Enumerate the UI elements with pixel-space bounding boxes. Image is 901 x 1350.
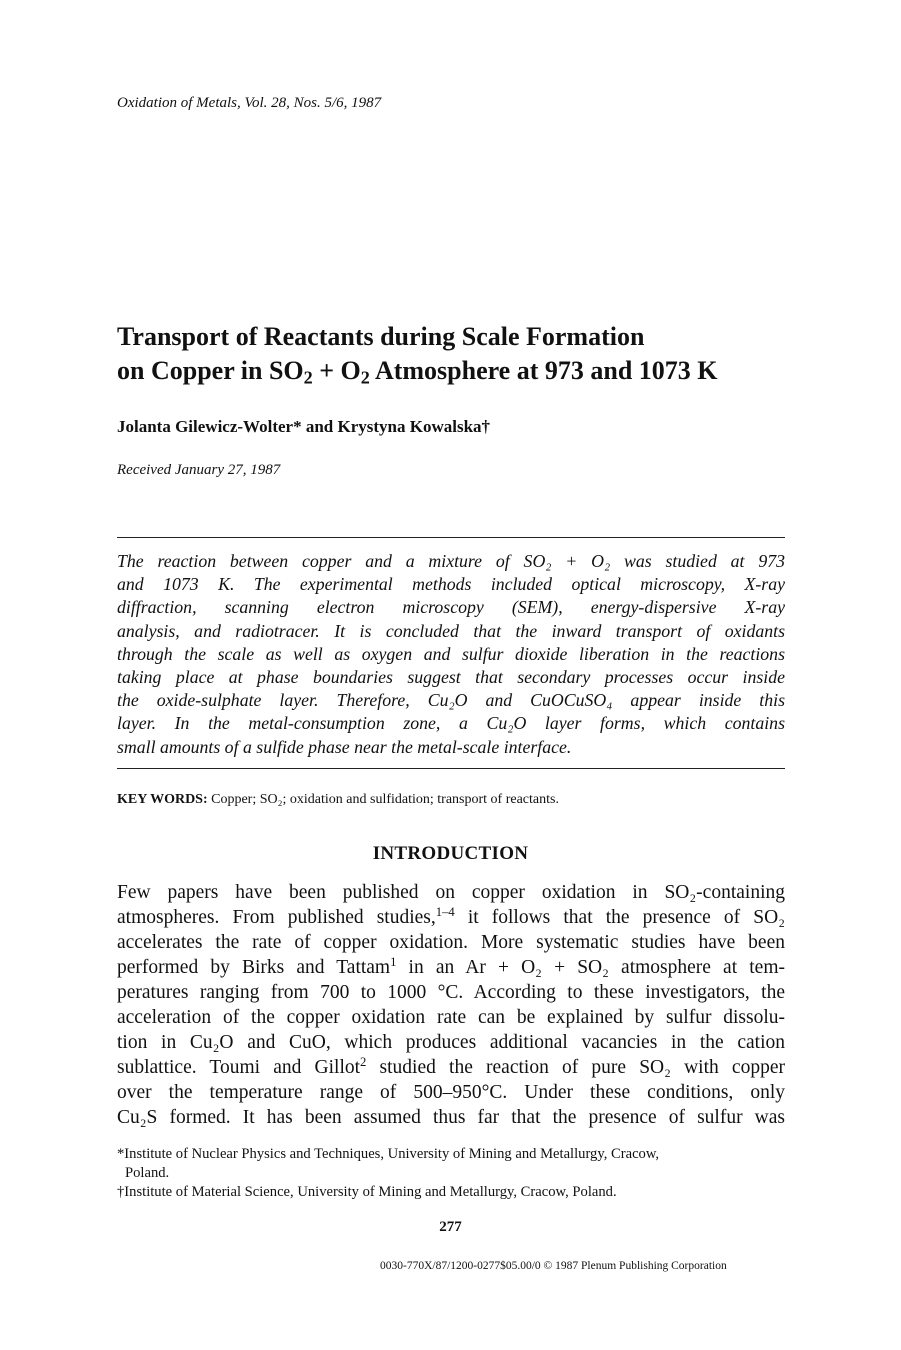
abstract-top-rule <box>117 537 785 538</box>
page-number: 277 <box>439 1219 462 1235</box>
abstract-line: layer. In the metal-consumption zone, a Cu₂O layer forms, which contains <box>117 713 785 734</box>
body-line: tion in Cu₂O and CuO, which produces additional vacancies in the cation <box>117 1032 785 1053</box>
abstract-line: diffraction, scanning electron microscopy (SEM), energy-dispersive X-ray <box>117 597 785 618</box>
body-line: accelerates the rate of copper oxidation. More systematic studies have been <box>117 932 785 953</box>
footnote-author-1-cont: Poland. <box>125 1165 170 1181</box>
body-line: Few papers have been published on copper oxidation in SO₂-containing <box>117 882 785 903</box>
copyright-line: 0030-770X/87/1200-0277$05.00/0 © 1987 Plenum Publishing Corporation <box>380 1260 727 1272</box>
keywords-label: KEY WORDS: <box>117 792 208 807</box>
abstract-line: through the scale as well as oxygen and sulfur dioxide liberation in the reactions <box>117 643 785 664</box>
keywords <box>117 792 559 808</box>
journal-citation: Oxidation of Metals, Vol. 28, Nos. 5/6, 1987 <box>117 95 382 111</box>
received-date: Received January 27, 1987 <box>117 462 281 478</box>
abstract-line: small amounts of a sulfide phase near the metal-scale interface. <box>117 736 572 757</box>
section-heading-introduction: INTRODUCTION <box>372 843 529 864</box>
body-line: atmospheres. From published studies,$^{1-4}$ it follows that the presence of SO₂ <box>117 905 785 928</box>
body-line: over the temperature range of 500–950°C. Under these conditions, only <box>117 1082 785 1103</box>
body-line: Cu₂S formed. It has been assumed thus far that the presence of sulfur was <box>117 1107 785 1128</box>
footnote-author-1: *Institute of Nuclear Physics and Techniques, University of Mining and Metallurgy, Cracow, <box>117 1146 660 1162</box>
body-line: acceleration of the copper oxidation rate can be explained by sulfur dissolu- <box>117 1007 785 1028</box>
body-line: sublattice. Toumi and Gillot$^2$ studied the reaction of pure SO₂ with copper <box>117 1055 785 1078</box>
abstract-line: The reaction between copper and a mixture of SO₂ + O₂ was studied at 973 <box>117 551 785 571</box>
article-title <box>117 320 718 388</box>
abstract-line: taking place at phase boundaries suggest that secondary processes occur inside <box>117 667 785 688</box>
title-line-1: Transport of Reactants during Scale Formation <box>117 322 645 351</box>
abstract-line: the oxide-sulphate layer. Therefore, Cu₂O and CuOCuSO₄ appear inside this <box>117 690 785 711</box>
footnotes <box>117 1145 785 1202</box>
authors: Jolanta Gilewicz-Wolter* and Krystyna Kowalska† <box>117 417 491 436</box>
abstract-bottom-rule <box>117 768 785 769</box>
abstract <box>117 550 785 759</box>
keywords-text: Copper; SO₂; oxidation and sulfidation; transport of reactants. <box>207 792 559 807</box>
body-line: peratures ranging from 700 to 1000 °C. According to these investigators, the <box>117 982 785 1003</box>
abstract-line: analysis, and radiotracer. It is concluded that the inward transport of oxidants <box>117 620 785 641</box>
introduction-body <box>117 880 785 1130</box>
abstract-line: and 1073 K. The experimental methods included optical microscopy, X-ray <box>117 574 785 595</box>
footnote-author-2: †Institute of Material Science, University of Mining and Metallurgy, Cracow, Poland. <box>117 1184 617 1200</box>
body-line: performed by Birks and Tattam$^1$ in an Ar + O₂ + SO₂ atmosphere at tem- <box>117 955 785 978</box>
title-line-2: on Copper in $SO_2 + O_2$ Atmosphere at 973 and 1073 K <box>117 356 718 388</box>
